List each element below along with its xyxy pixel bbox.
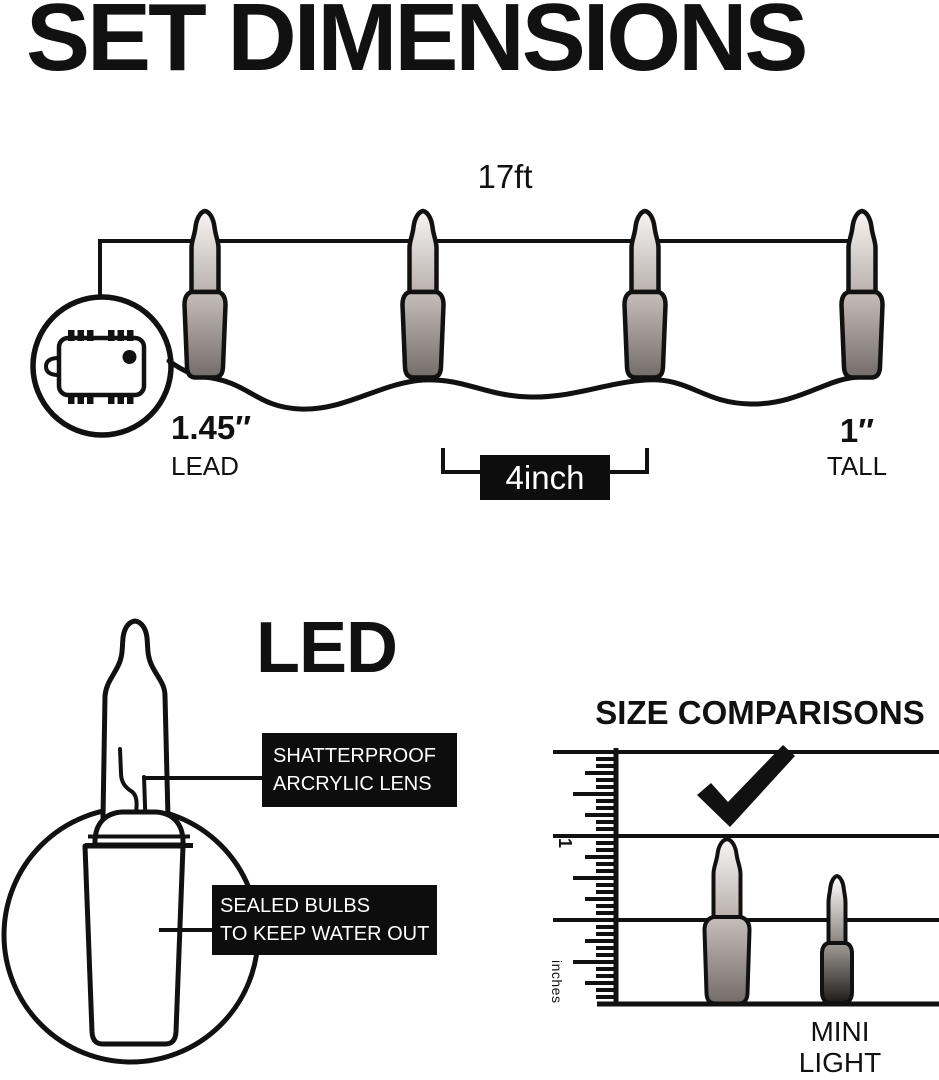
string-bulb-4: [842, 211, 883, 378]
led-closeup-diagram: [4, 621, 262, 1062]
size-comparison-diagram: [553, 745, 939, 1006]
callout-seal-line2: TO KEEP WATER OUT: [220, 923, 430, 945]
page-title: SET DIMENSIONS: [26, 0, 806, 91]
string-bulb-3: [625, 211, 666, 378]
ruler-unit-label: inches: [549, 960, 565, 1004]
callout-lens-line1: SHATTERPROOF: [273, 745, 436, 767]
led-section-heading: LED: [256, 608, 397, 688]
ruler-ticks: [573, 759, 616, 997]
string-bulb-1: [185, 211, 226, 378]
bulb-height-value: 1″: [839, 412, 875, 449]
spacing-bracket-right: [610, 448, 647, 472]
bulb-height-label: TALL: [826, 451, 888, 481]
battery-pack-icon: [46, 330, 144, 404]
led-bulb-outline: [103, 621, 168, 818]
shatterproof-lens-callout: [262, 733, 457, 807]
string-lights-diagram: [33, 211, 883, 472]
socket-collar: [95, 812, 183, 845]
light-string-wire: [169, 361, 858, 409]
mini-light-label: [779, 1016, 901, 1078]
mini-light-bulb-small: [822, 876, 852, 1003]
sealed-bulbs-callout: [212, 885, 437, 955]
socket-body: [85, 846, 183, 1044]
mini-light-label-line2: LIGHT: [798, 1047, 882, 1078]
mini-light-label-line1: MINI: [810, 1016, 870, 1047]
callout-lens-line2: ARCRYLIC LENS: [273, 773, 432, 795]
size-comparison-heading: SIZE COMPARISONS: [595, 694, 925, 731]
total-length-label: 17ft: [477, 158, 533, 195]
bulb-spacing-badge: 4inch: [480, 455, 610, 500]
ruler-inch-mark-label: 1: [555, 838, 575, 849]
spacing-bracket-left: [443, 448, 480, 472]
lead-length-value: 1.45″: [171, 409, 252, 446]
lead-length-label: LEAD: [171, 451, 239, 481]
checkmark-icon: [697, 745, 795, 827]
led-bulb-large: [705, 839, 750, 1004]
string-bulb-2: [403, 211, 444, 378]
callout-seal-line1: SEALED BULBS: [220, 895, 371, 917]
